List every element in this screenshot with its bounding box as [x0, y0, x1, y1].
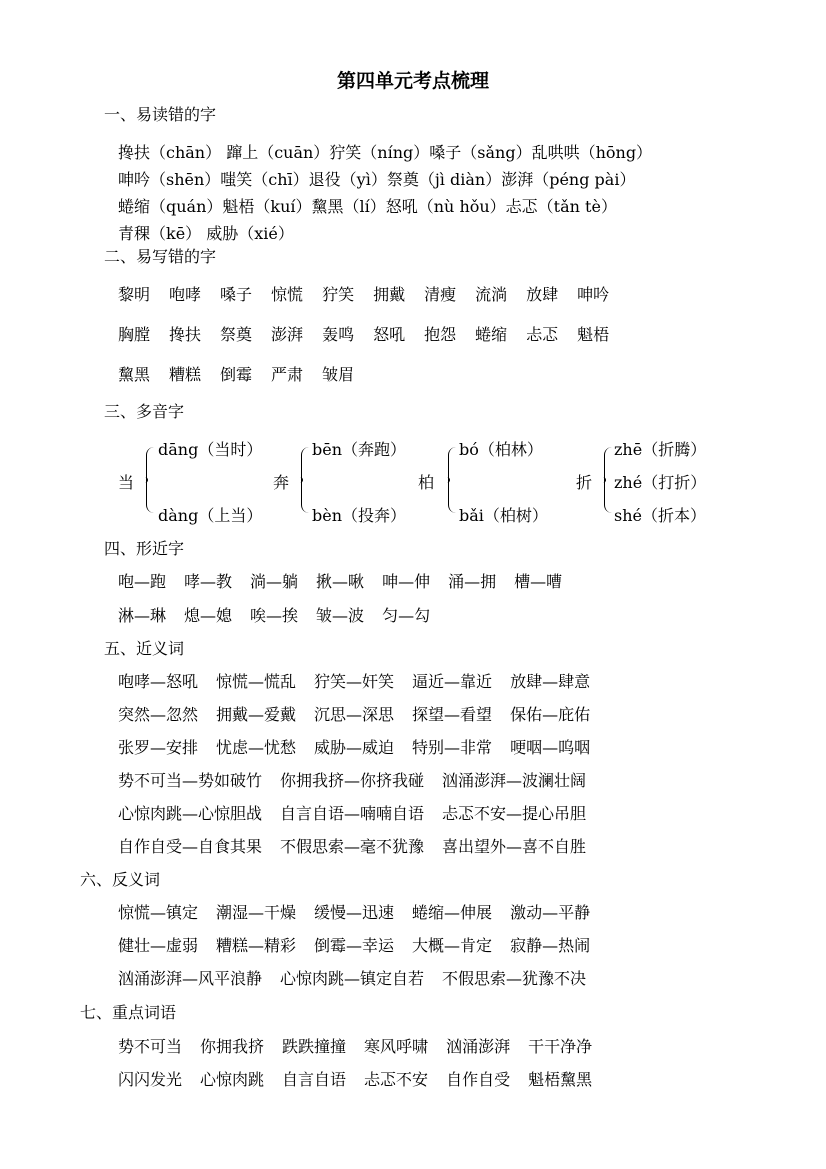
key-phrase: 魁梧黧黑: [528, 1070, 593, 1089]
synonym-pair: 喜出望外—喜不自胜: [442, 837, 587, 856]
section-5-heading: 五、近义词: [104, 639, 185, 658]
section-4-row-1: [118, 569, 580, 592]
word: 黎明: [118, 285, 151, 304]
section-5-row-4: [118, 768, 604, 791]
antonym-pair: 寂静—热闹: [510, 936, 591, 955]
antonym-pair: 蜷缩—伸展: [412, 903, 493, 922]
polyphone-char: 折: [576, 473, 593, 492]
word: 忐忑: [526, 325, 559, 344]
brace-icon: [604, 447, 613, 513]
word: 呻吟: [577, 285, 610, 304]
word: 魁梧: [577, 325, 610, 344]
key-phrase: 跌跌撞撞: [282, 1037, 347, 1056]
synonym-pair: 张罗—安排: [118, 738, 199, 757]
section-6-row-1: [118, 900, 608, 923]
synonym-pair: 汹涌澎湃—波澜壮阔: [442, 771, 587, 790]
brace-icon: [448, 447, 457, 513]
polyphone-reading: dàng（上当）: [158, 506, 263, 525]
similar-pair: 匀—勾: [382, 606, 431, 625]
section-1-line-3: 蜷缩（quán）魁梧（kuí）黧黑（lí）怒吼（nù hǒu）忐忑（tǎn tè）: [118, 197, 617, 216]
section-6-heading: 六、反义词: [80, 870, 161, 889]
word: 祭奠: [220, 325, 253, 344]
synonym-pair: 威胁—威迫: [314, 738, 395, 757]
synonym-pair: 逼近—靠近: [412, 672, 493, 691]
antonym-pair: 汹涌澎湃—风平浪静: [118, 969, 263, 988]
similar-pair: 哮—教: [184, 572, 233, 591]
polyphone-reading: dāng（当时）: [158, 440, 263, 459]
page-title: 第四单元考点梳理: [336, 70, 489, 92]
word: 狞笑: [322, 285, 355, 304]
synonym-pair: 不假思索—毫不犹豫: [280, 837, 425, 856]
key-phrase: 自言自语: [282, 1070, 347, 1089]
key-phrase: 忐忑不安: [364, 1070, 429, 1089]
section-2-row-1: [118, 282, 628, 305]
similar-pair: 涌—拥: [448, 572, 497, 591]
polyphone-reading: bèn（投奔）: [312, 506, 407, 525]
synonym-pair: 心惊肉跳—心惊胆战: [118, 804, 263, 823]
synonym-pair: 突然—忽然: [118, 705, 199, 724]
section-5-row-3: [118, 735, 608, 758]
brace-icon: [146, 447, 155, 513]
section-4-heading: 四、形近字: [104, 539, 185, 558]
polyphone-reading: bǎi（柏树）: [459, 506, 548, 525]
section-4-row-2: [118, 603, 448, 626]
polyphone-reading: zhé（打折）: [614, 473, 707, 492]
section-1-line-2: 呻吟（shēn）嗤笑（chī）退役（yì）祭奠（jì diàn）澎湃（péng pài）: [118, 170, 636, 189]
polyphone-reading: bēn（奔跑）: [312, 440, 407, 459]
antonym-pair: 潮湿—干燥: [216, 903, 297, 922]
key-phrase: 自作自受: [446, 1070, 511, 1089]
similar-pair: 咆—跑: [118, 572, 167, 591]
section-7-row-1: [118, 1034, 610, 1057]
synonym-pair: 自作自受—自食其果: [118, 837, 263, 856]
word: 惊慌: [271, 285, 304, 304]
word: 搀扶: [169, 325, 202, 344]
synonym-pair: 咆哮—怒吼: [118, 672, 199, 691]
section-5-row-2: [118, 702, 608, 725]
synonym-pair: 哽咽—呜咽: [510, 738, 591, 757]
similar-pair: 呻—伸: [382, 572, 431, 591]
section-7-row-2: [118, 1067, 610, 1090]
synonym-pair: 忧虑—忧愁: [216, 738, 297, 757]
word: 轰鸣: [322, 325, 355, 344]
synonym-pair: 特别—非常: [412, 738, 493, 757]
section-6-row-3: [118, 966, 604, 989]
synonym-pair: 沉思—深思: [314, 705, 395, 724]
key-phrase: 你拥我挤: [200, 1037, 265, 1056]
section-1-line-4: 青稞（kē） 威胁（xié）: [118, 224, 294, 243]
word: 严肃: [271, 365, 304, 384]
section-2-row-2: [118, 322, 628, 345]
antonym-pair: 健壮—虚弱: [118, 936, 199, 955]
synonym-pair: 放肆—肆意: [510, 672, 591, 691]
antonym-pair: 大概—肯定: [412, 936, 493, 955]
key-phrase: 闪闪发光: [118, 1070, 183, 1089]
key-phrase: 汹涌澎湃: [446, 1037, 511, 1056]
section-5-row-1: [118, 669, 608, 692]
similar-pair: 揪—啾: [316, 572, 365, 591]
polyphone-reading: shé（折本）: [614, 506, 706, 525]
word: 拥戴: [373, 285, 406, 304]
word: 清瘦: [424, 285, 457, 304]
similar-pair: 熄—媳: [184, 606, 233, 625]
word: 澎湃: [271, 325, 304, 344]
section-1-line-1: 搀扶（chān） 蹿上（cuān）狞笑（níng）嗓子（sǎng）乱哄哄（hōng）: [118, 143, 653, 162]
section-5-row-5: [118, 801, 604, 824]
section-2-row-3: [118, 362, 373, 385]
synonym-pair: 忐忑不安—提心吊胆: [442, 804, 587, 823]
synonym-pair: 自言自语—喃喃自语: [280, 804, 425, 823]
polyphone-reading: bó（柏林）: [459, 440, 543, 459]
word: 怒吼: [373, 325, 406, 344]
word: 抱怨: [424, 325, 457, 344]
synonym-pair: 你拥我挤—你挤我碰: [280, 771, 425, 790]
similar-pair: 皱—波: [316, 606, 365, 625]
polyphone-char: 奔: [273, 473, 290, 492]
antonym-pair: 惊慌—镇定: [118, 903, 199, 922]
section-2-heading: 二、易写错的字: [104, 247, 217, 266]
key-phrase: 寒风呼啸: [364, 1037, 429, 1056]
word: 胸膛: [118, 325, 151, 344]
synonym-pair: 狞笑—奸笑: [314, 672, 395, 691]
similar-pair: 淌—躺: [250, 572, 299, 591]
polyphone-char: 柏: [418, 473, 435, 492]
polyphone-char: 当: [118, 473, 135, 492]
section-7-heading: 七、重点词语: [80, 1003, 177, 1022]
synonym-pair: 势不可当—势如破竹: [118, 771, 263, 790]
word: 倒霉: [220, 365, 253, 384]
word: 糟糕: [169, 365, 202, 384]
section-5-row-6: [118, 834, 604, 857]
key-phrase: 势不可当: [118, 1037, 183, 1056]
word: 咆哮: [169, 285, 202, 304]
synonym-pair: 惊慌—慌乱: [216, 672, 297, 691]
antonym-pair: 激动—平静: [510, 903, 591, 922]
word: 皱眉: [322, 365, 355, 384]
antonym-pair: 缓慢—迅速: [314, 903, 395, 922]
antonym-pair: 心惊肉跳—镇定自若: [280, 969, 425, 988]
antonym-pair: 糟糕—精彩: [216, 936, 297, 955]
word: 放肆: [526, 285, 559, 304]
word: 嗓子: [220, 285, 253, 304]
word: 黧黑: [118, 365, 151, 384]
word: 蜷缩: [475, 325, 508, 344]
section-6-row-2: [118, 933, 608, 956]
synonym-pair: 拥戴—爱戴: [216, 705, 297, 724]
antonym-pair: 倒霉—幸运: [314, 936, 395, 955]
synonym-pair: 探望—看望: [412, 705, 493, 724]
similar-pair: 唉—挨: [250, 606, 299, 625]
key-phrase: 干干净净: [528, 1037, 593, 1056]
word: 流淌: [475, 285, 508, 304]
similar-pair: 槽—嘈: [514, 572, 563, 591]
section-1-heading: 一、易读错的字: [104, 105, 217, 124]
polyphone-reading: zhē（折腾）: [614, 440, 707, 459]
similar-pair: 淋—琳: [118, 606, 167, 625]
key-phrase: 心惊肉跳: [200, 1070, 265, 1089]
section-3-heading: 三、多音字: [104, 402, 185, 421]
antonym-pair: 不假思索—犹豫不决: [442, 969, 587, 988]
brace-icon: [301, 447, 310, 513]
synonym-pair: 保佑—庇佑: [510, 705, 591, 724]
